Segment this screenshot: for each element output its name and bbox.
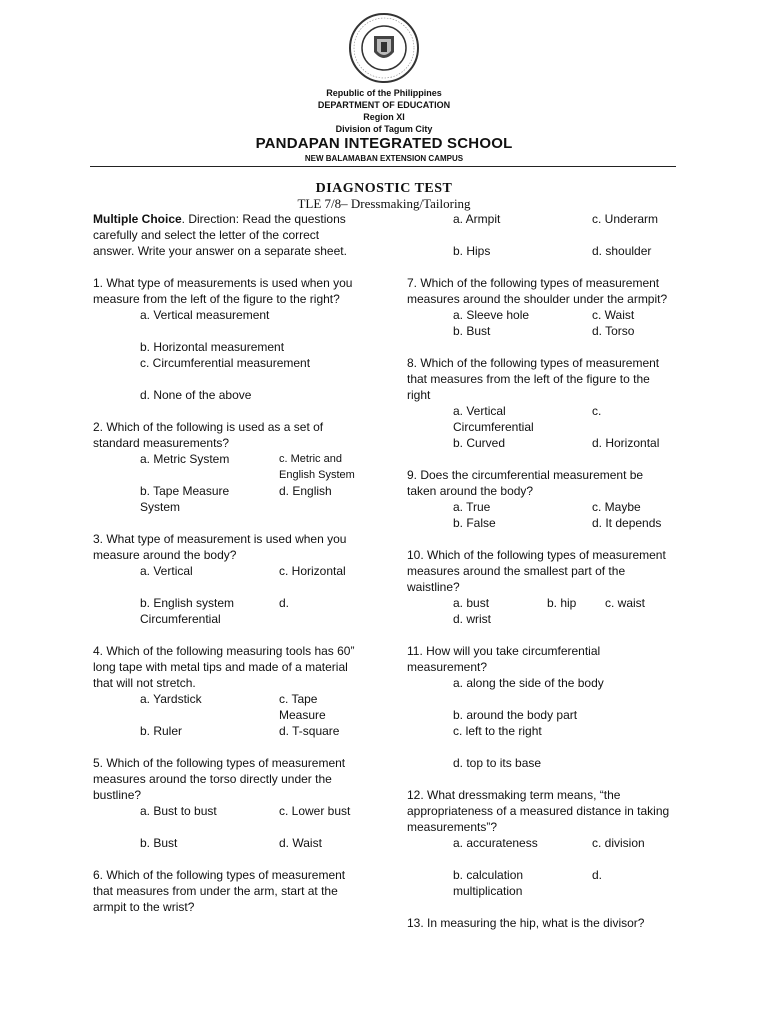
header-divider	[90, 166, 676, 167]
instructions-text: . Direction: Read the questions carefully and select the letter of the correct answer. Write your answer on a separate sheet.	[93, 212, 347, 258]
q9-option-b[interactable]: b. False	[453, 516, 496, 530]
q2-option-d[interactable]: d. English	[279, 484, 332, 498]
q10-option-c[interactable]: c. waist	[605, 596, 646, 610]
q3-option-d[interactable]: d.	[279, 596, 290, 610]
q9-option-c[interactable]: c. Maybe	[592, 500, 641, 514]
q11-option-b[interactable]: b. around the body part	[453, 708, 578, 722]
campus-name: NEW BALAMABAN EXTENSION CAMPUS	[304, 154, 464, 163]
q1-option-c[interactable]: c. Circumferential measurement	[140, 356, 311, 370]
question-8: 8. Which of the following types of measurement that measures from the left of the figure to the right	[407, 356, 660, 402]
instructions-label: Multiple Choice	[93, 212, 182, 226]
q9-option-d[interactable]: d. It depends	[592, 516, 662, 530]
test-title: DIAGNOSTIC TEST	[315, 181, 453, 196]
question-10: 10. Which of the following types of measurement measures around the smallest part of the waistline?	[407, 548, 666, 594]
q7-option-a[interactable]: a. Sleeve hole	[453, 308, 530, 322]
test-subtitle: TLE 7/8– Dressmaking/Tailoring	[297, 196, 471, 211]
q8-option-a[interactable]: a. Vertical	[453, 404, 506, 418]
q12-option-c[interactable]: c. division	[592, 836, 645, 850]
q5-option-c[interactable]: c. Lower bust	[279, 804, 351, 818]
q8-option-c-text: Circumferential	[453, 420, 534, 434]
question-7: 7. Which of the following types of measurement measures around the shoulder under the armpit?	[407, 276, 668, 306]
q7-option-b[interactable]: b. Bust	[453, 324, 491, 338]
republic-line: Republic of the Philippines	[326, 88, 442, 98]
question-12: 12. What dressmaking term means, “the appropriateness of a measured distance in taking measurements”?	[407, 788, 670, 834]
q10-option-d[interactable]: d. wrist	[453, 612, 492, 626]
q3-option-c[interactable]: c. Horizontal	[279, 564, 346, 578]
division-line: Division of Tagum City	[335, 124, 433, 134]
question-13: 13. In measuring the hip, what is the divisor?	[407, 916, 645, 930]
q5-option-d[interactable]: d. Waist	[279, 836, 322, 850]
left-column	[93, 211, 358, 915]
q5-option-a[interactable]: a. Bust to bust	[140, 804, 217, 818]
q1-option-d[interactable]: d. None of the above	[140, 388, 252, 402]
q6-option-c[interactable]: c. Underarm	[592, 212, 659, 226]
q3-option-a[interactable]: a. Vertical	[140, 564, 193, 578]
q8-option-b[interactable]: b. Curved	[453, 436, 506, 450]
q1-option-b[interactable]: b. Horizontal measurement	[140, 340, 285, 354]
question-2: 2. Which of the following is used as a set of standard measurements?	[93, 420, 324, 450]
q6-option-a[interactable]: a. Armpit	[453, 212, 501, 226]
deped-seal-icon	[348, 12, 420, 84]
question-1: 1. What type of measurements is used when you measure from the left of the figure to the right?	[93, 276, 353, 306]
department-line: DEPARTMENT OF EDUCATION	[317, 100, 451, 110]
question-11: 11. How will you take circumferential measurement?	[407, 644, 601, 674]
question-6: 6. Which of the following types of measurement that measures from under the arm, start at the armpit to the wrist?	[93, 868, 346, 914]
q10-option-a[interactable]: a. bust	[453, 596, 490, 610]
q7-option-c[interactable]: c. Waist	[592, 308, 635, 322]
q4-option-c[interactable]: c. Tape Measure	[279, 692, 326, 722]
q2-option-c[interactable]: c. Metric and English System	[279, 453, 355, 481]
school-name: PANDAPAN INTEGRATED SCHOOL	[255, 135, 513, 152]
q11-option-c[interactable]: c. left to the right	[453, 724, 542, 738]
question-9: 9. Does the circumferential measurement be taken around the body?	[407, 468, 644, 498]
q3-option-b[interactable]: b. English system	[140, 596, 235, 610]
q11-option-a[interactable]: a. along the side of the body	[453, 676, 604, 690]
q1-option-a[interactable]: a. Vertical measurement	[140, 308, 270, 322]
instructions	[93, 211, 358, 259]
q9-option-a[interactable]: a. True	[453, 500, 491, 514]
right-column	[407, 211, 672, 931]
question-5: 5. Which of the following types of measurement measures around the torso directly under the bustline?	[93, 756, 346, 802]
q4-option-a[interactable]: a. Yardstick	[140, 692, 202, 706]
q6-option-b[interactable]: b. Hips	[453, 244, 491, 258]
q12-option-a[interactable]: a. accurateness	[453, 836, 538, 850]
q8-option-d[interactable]: d. Horizontal	[592, 436, 660, 450]
q8-option-c[interactable]: c.	[592, 404, 602, 418]
q12-option-d-text: multiplication	[453, 884, 523, 898]
q10-option-b[interactable]: b. hip	[547, 596, 577, 610]
q7-option-d[interactable]: d. Torso	[592, 324, 635, 338]
question-4: 4. Which of the following measuring tools has 60” long tape with metal tips and made of a material that will not stretch.	[93, 644, 355, 690]
q2-option-a[interactable]: a. Metric System	[140, 452, 230, 466]
q3-option-d-text: Circumferential	[140, 612, 221, 626]
q6-option-d[interactable]: d. shoulder	[592, 244, 652, 258]
q12-option-b[interactable]: b. calculation	[453, 868, 524, 882]
region-line: Region XI	[363, 112, 405, 122]
question-3: 3. What type of measurement is used when you measure around the body?	[93, 532, 347, 562]
q4-option-b[interactable]: b. Ruler	[140, 724, 183, 738]
q4-option-d[interactable]: d. T-square	[279, 724, 340, 738]
q2-option-b[interactable]: b. Tape Measure System	[140, 484, 230, 514]
q11-option-d[interactable]: d. top to its base	[453, 756, 542, 770]
q5-option-b[interactable]: b. Bust	[140, 836, 178, 850]
q12-option-d[interactable]: d.	[592, 868, 603, 882]
